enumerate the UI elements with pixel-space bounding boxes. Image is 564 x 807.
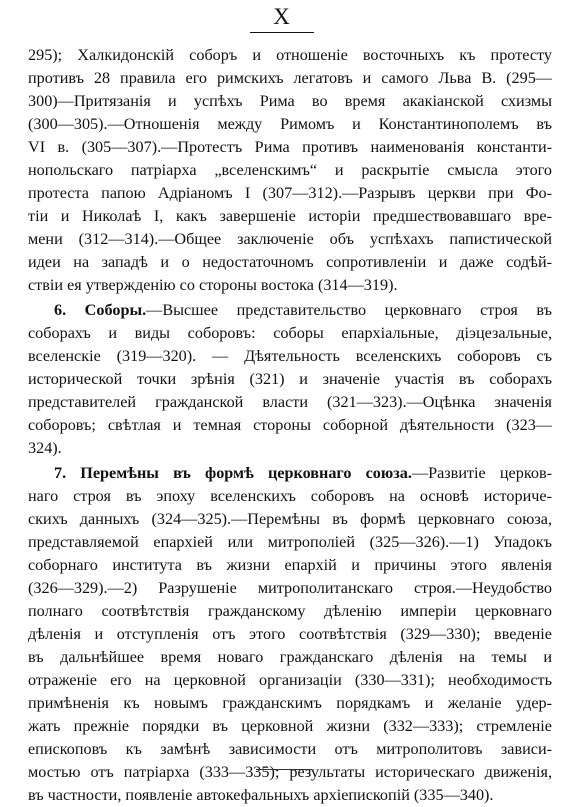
text-body bbox=[28, 44, 552, 807]
text-line: примѣненія къ новымъ гражданскимъ порядкамъ и желаніе удер- bbox=[28, 694, 552, 712]
text-line: соборнаго института въ жизни епархій и причины этого явленія bbox=[28, 556, 552, 574]
text-line: тіи и Николаѣ I, какъ завершеніе исторіи предшествовавшаго вре- bbox=[28, 207, 552, 225]
text-line: ствіи ея утвержденію со стороны востока (314—319). bbox=[28, 276, 398, 294]
text-line bbox=[28, 299, 552, 322]
text-line: представляемой епархіей или митрополіей (325—326).—1) Упадокъ bbox=[28, 533, 552, 551]
text-line: полнаго соотвѣтствія гражданскому дѣленію имперіи церковнаго bbox=[28, 602, 552, 620]
section-heading: 7. Перемѣны въ формѣ церковнаго союза. bbox=[54, 464, 412, 482]
text-line: 324). bbox=[28, 439, 62, 457]
text-line: протеста папою Адріаномъ I (307—312).—Разрывъ церкви при Фо- bbox=[28, 184, 552, 202]
header-rule bbox=[250, 32, 314, 33]
text-line: VI в. (305—307).—Протестъ Рима противъ наименованія константи- bbox=[28, 138, 552, 156]
text-line: въ дальнѣйшее время новаго гражданскаго дѣленія на темы и bbox=[28, 648, 552, 666]
text-line bbox=[28, 462, 552, 485]
text-line: дѣленія и отступленія отъ этого соотвѣтствія (329—330); введеніе bbox=[28, 625, 552, 643]
text-line: (300—305).—Отношенія между Римомъ и Константинополемъ въ bbox=[28, 115, 552, 133]
text-line: жать прежніе порядки въ церковной жизни (332—333); стремленіе bbox=[28, 717, 552, 735]
text-line: 300)—Притязанія и успѣхъ Рима во время акакіанской схизмы bbox=[28, 92, 552, 110]
text-line: мостью отъ патріарха (333—335); результаты историческаго движенія, bbox=[28, 763, 552, 781]
page-number: X bbox=[273, 4, 291, 29]
text-line: наго строя въ эпоху вселенскихъ соборовъ на основѣ историче- bbox=[28, 487, 552, 505]
text-line: идеи на западѣ и о недостаточномъ сопротивленіи и даже содѣй- bbox=[28, 253, 552, 271]
text-line: въ частности, появленіе автокефальныхъ архіепископій (335—340). bbox=[28, 786, 494, 804]
text-line: нопольскаго патріарха „вселенскимъ“ и раскрытіе смысла этого bbox=[28, 161, 552, 179]
section-heading: 6. Соборы. bbox=[54, 301, 147, 319]
text-line: 295); Халкидонскій соборъ и отношеніе восточныхъ къ протесту bbox=[28, 46, 552, 64]
text-line: епископовъ къ замѣнѣ зависимости отъ митрополитовъ зависи- bbox=[28, 740, 552, 758]
text-line: соборовъ; свѣтлая и темная стороны соборной дѣятельности (323— bbox=[28, 416, 552, 434]
text-line: скихъ данныхъ (324—325).—Перемѣны въ формѣ церковнаго союза, bbox=[28, 510, 552, 528]
paragraph-peremeny bbox=[28, 462, 552, 807]
paragraph-continuation bbox=[28, 44, 552, 297]
text-line: (326—329).—2) Разрушеніе митрополитанскаго строя.—Неудобство bbox=[28, 579, 552, 597]
footer-rule bbox=[256, 769, 312, 770]
text-line: представителей гражданской власти (321—323).—Оцѣнка значенія bbox=[28, 393, 552, 411]
text-line: исторической точки зрѣнія (321) и значеніе участія въ соборахъ bbox=[28, 370, 552, 388]
text-run: —Высшее представительство церковнаго строя въ bbox=[146, 301, 552, 319]
text-run: —Развитіе церков- bbox=[411, 464, 552, 482]
text-line: соборахъ и виды соборовъ: соборы епархіальные, діэцезальные, bbox=[28, 324, 552, 342]
text-line: отраженіе его на церковной организаціи (330—331); необходимость bbox=[28, 671, 552, 689]
text-line: вселенскіе (319—320). — Дѣятельность вселенскихъ соборовъ съ bbox=[28, 347, 552, 365]
paragraph-sobory bbox=[28, 299, 552, 460]
text-line: мени (312—314).—Общее заключеніе объ успѣхахъ папистической bbox=[28, 230, 552, 248]
text-line: противъ 28 правила его римскихъ легатовъ и самого Льва В. (295— bbox=[28, 69, 552, 87]
